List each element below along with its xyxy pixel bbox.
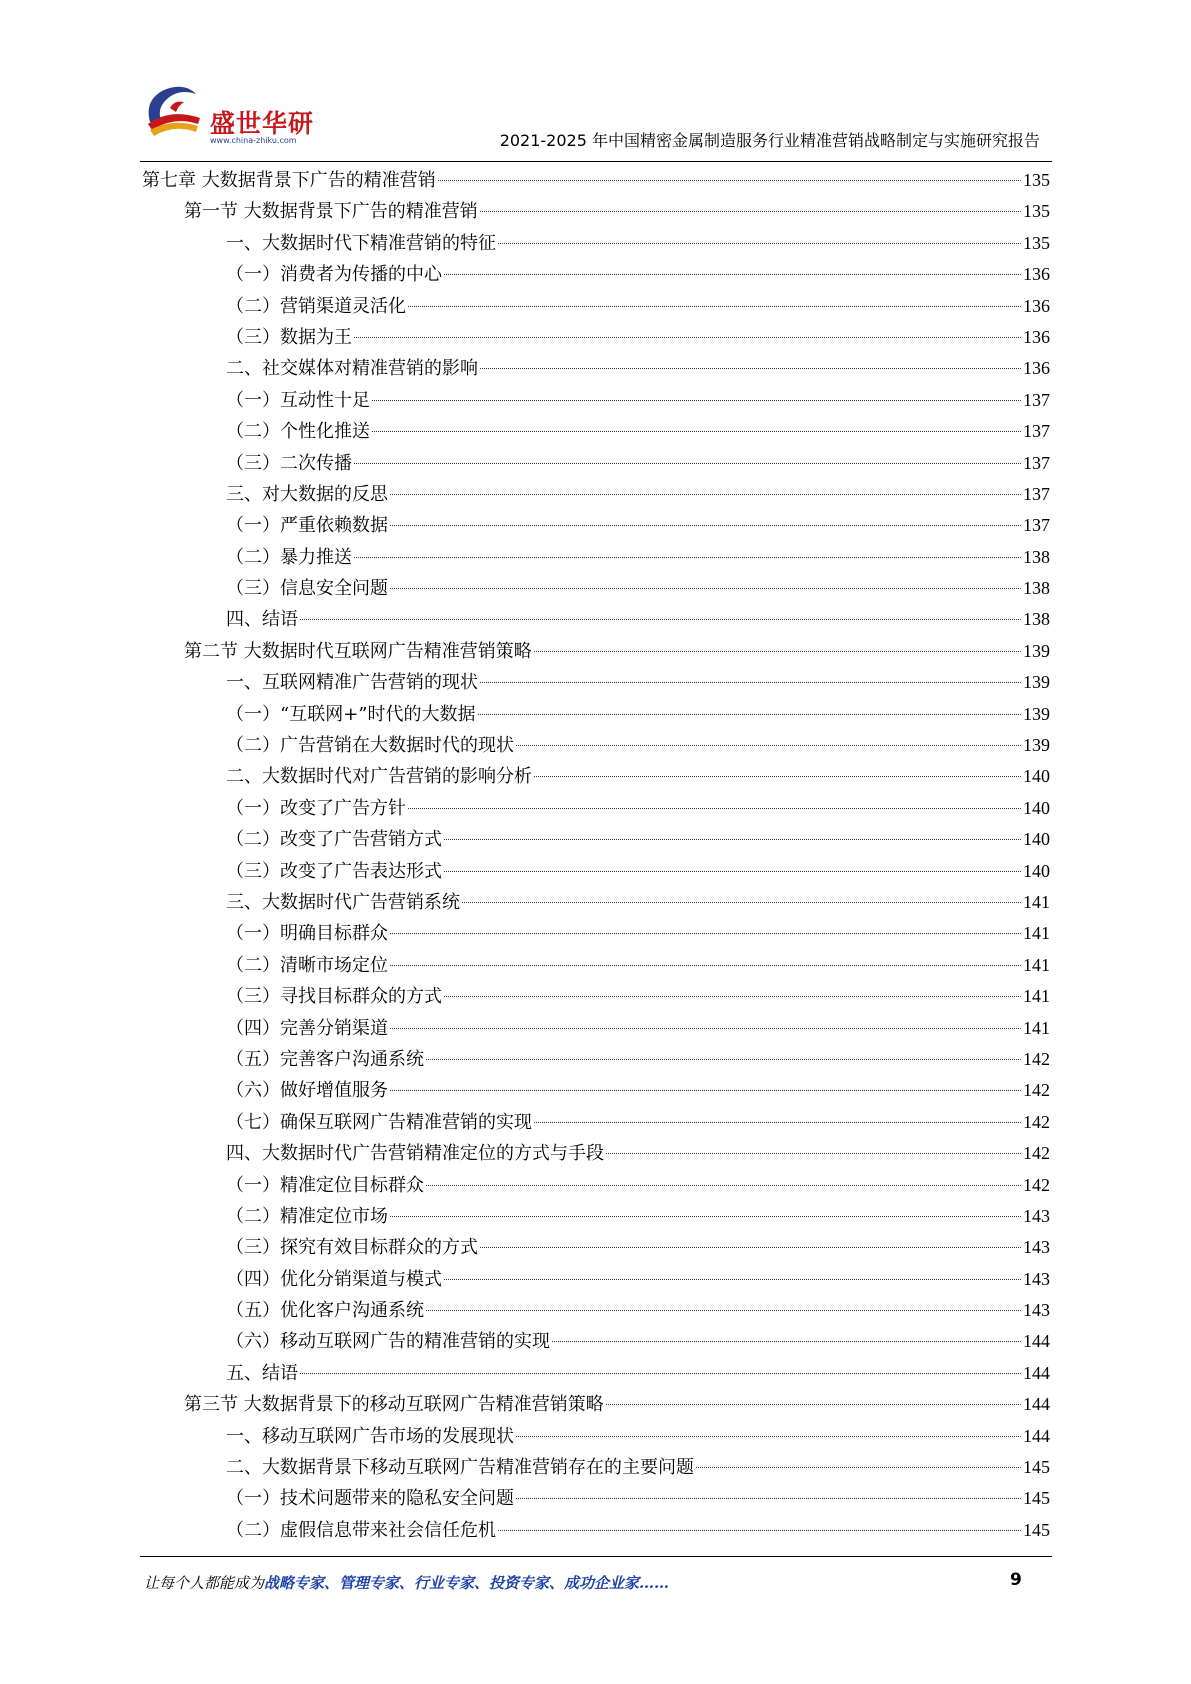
toc-entry-page: 138 xyxy=(1023,546,1050,567)
toc-entry-page: 137 xyxy=(1023,421,1050,442)
toc-entry-page: 140 xyxy=(1023,797,1050,818)
toc-leader-dots xyxy=(390,525,1021,526)
toc-leader-dots xyxy=(552,1341,1021,1342)
toc-leader-dots xyxy=(372,431,1021,432)
toc-entry[interactable] xyxy=(142,196,1050,227)
toc-entry-title: 第三节 大数据背景下的移动互联网广告精准营销策略 xyxy=(184,1394,604,1416)
toc-leader-dots xyxy=(408,306,1021,307)
toc-leader-dots xyxy=(480,682,1021,683)
toc-entry-title: 一、互联网精准广告营销的现状 xyxy=(226,672,478,694)
toc-entry-page: 137 xyxy=(1023,483,1050,504)
toc-entry[interactable] xyxy=(142,950,1050,981)
toc-entry-title: （一）严重依赖数据 xyxy=(226,515,388,537)
toc-entry-page: 139 xyxy=(1023,640,1050,661)
toc-entry-page: 135 xyxy=(1023,201,1050,222)
toc-entry[interactable] xyxy=(142,1264,1050,1295)
toc-entry-page: 143 xyxy=(1023,1205,1050,1226)
toc-entry-title: （一）明确目标群众 xyxy=(226,923,388,945)
toc-entry-page: 140 xyxy=(1023,860,1050,881)
toc-leader-dots xyxy=(390,1028,1021,1029)
toc-entry-title: （一）“互联网+”时代的大数据 xyxy=(226,703,476,725)
toc-entry-title: 第一节 大数据背景下广告的精准营销 xyxy=(184,201,478,223)
toc-entry-page: 139 xyxy=(1023,703,1050,724)
toc-leader-dots xyxy=(426,1185,1021,1186)
toc-entry[interactable] xyxy=(142,1326,1050,1357)
toc-entry-page: 144 xyxy=(1023,1394,1050,1415)
toc-entry-title: （三）二次传播 xyxy=(226,452,352,474)
toc-leader-dots xyxy=(516,1498,1021,1499)
toc-entry[interactable] xyxy=(142,1044,1050,1075)
toc-entry-page: 145 xyxy=(1023,1488,1050,1509)
toc-entry-title: 二、大数据背景下移动互联网广告精准营销存在的主要问题 xyxy=(226,1457,694,1479)
toc-entry[interactable] xyxy=(142,1013,1050,1044)
toc-entry[interactable] xyxy=(142,1421,1050,1452)
toc-entry-page: 136 xyxy=(1023,358,1050,379)
toc-entry[interactable] xyxy=(142,259,1050,290)
toc-entry-page: 141 xyxy=(1023,891,1050,912)
slogan-prefix: 让每个人都能成为 xyxy=(144,1574,265,1592)
toc-entry-title: （二）改变了广告营销方式 xyxy=(226,829,442,851)
toc-entry-title: 三、大数据时代广告营销系统 xyxy=(226,891,460,913)
toc-entry-page: 139 xyxy=(1023,735,1050,756)
toc-leader-dots xyxy=(408,808,1021,809)
toc-leader-dots xyxy=(354,337,1021,338)
toc-entry[interactable] xyxy=(142,1232,1050,1263)
toc-leader-dots xyxy=(354,463,1021,464)
toc-leader-dots xyxy=(516,745,1021,746)
table-of-contents xyxy=(142,165,1050,1546)
toc-entry-title: （四）优化分销渠道与模式 xyxy=(226,1268,442,1290)
toc-leader-dots xyxy=(478,714,1022,715)
toc-entry-title: （三）探究有效目标群众的方式 xyxy=(226,1237,478,1259)
toc-entry[interactable] xyxy=(142,353,1050,384)
toc-leader-dots xyxy=(354,557,1021,558)
toc-leader-dots xyxy=(606,1153,1021,1154)
toc-leader-dots xyxy=(444,274,1021,275)
slogan-suffix: …… xyxy=(639,1574,670,1592)
toc-entry[interactable] xyxy=(142,1295,1050,1326)
toc-entry-title: 第二节 大数据时代互联网广告精准营销策略 xyxy=(184,640,532,662)
toc-entry-title: （三）改变了广告表达形式 xyxy=(226,860,442,882)
toc-leader-dots xyxy=(606,1404,1021,1405)
page-number: 9 xyxy=(1010,1570,1022,1590)
company-logo xyxy=(140,78,340,150)
toc-entry[interactable] xyxy=(142,573,1050,604)
toc-entry[interactable] xyxy=(142,856,1050,887)
toc-entry-title: 一、移动互联网广告市场的发展现状 xyxy=(226,1425,514,1447)
toc-entry-page: 138 xyxy=(1023,609,1050,630)
report-title: 2021-2025 年中国精密金属制造服务行业精准营销战略制定与实施研究报告 xyxy=(499,131,1040,150)
toc-leader-dots xyxy=(534,776,1021,777)
toc-entry-page: 136 xyxy=(1023,295,1050,316)
toc-entry-title: （二）广告营销在大数据时代的现状 xyxy=(226,735,514,757)
toc-entry[interactable] xyxy=(142,887,1050,918)
toc-entry[interactable] xyxy=(142,1452,1050,1483)
page-header xyxy=(140,78,1052,166)
toc-leader-dots xyxy=(390,1090,1021,1091)
toc-entry-page: 142 xyxy=(1023,1080,1050,1101)
toc-entry[interactable] xyxy=(142,699,1050,730)
toc-entry-title: （七）确保互联网广告精准营销的实现 xyxy=(226,1111,532,1133)
toc-entry[interactable] xyxy=(142,1170,1050,1201)
toc-entry-title: （六）做好增值服务 xyxy=(226,1080,388,1102)
toc-entry-page: 143 xyxy=(1023,1268,1050,1289)
toc-entry-title: （三）寻找目标群众的方式 xyxy=(226,986,442,1008)
toc-entry-title: 四、结语 xyxy=(226,609,298,631)
toc-entry-page: 143 xyxy=(1023,1237,1050,1258)
toc-entry-page: 145 xyxy=(1023,1457,1050,1478)
toc-entry-title: （二）营销渠道灵活化 xyxy=(226,295,406,317)
toc-entry[interactable] xyxy=(142,1515,1050,1546)
toc-leader-dots xyxy=(444,871,1021,872)
toc-leader-dots xyxy=(498,243,1021,244)
toc-entry[interactable] xyxy=(142,291,1050,322)
toc-entry-title: （一）技术问题带来的隐私安全问题 xyxy=(226,1488,514,1510)
toc-entry[interactable] xyxy=(142,448,1050,479)
toc-entry-page: 140 xyxy=(1023,766,1050,787)
toc-entry[interactable] xyxy=(142,322,1050,353)
toc-entry[interactable] xyxy=(142,542,1050,573)
toc-leader-dots xyxy=(516,1436,1021,1437)
toc-leader-dots xyxy=(300,619,1021,620)
toc-entry[interactable] xyxy=(142,1138,1050,1169)
toc-leader-dots xyxy=(444,1279,1021,1280)
toc-entry-title: 二、大数据时代对广告营销的影响分析 xyxy=(226,766,532,788)
toc-entry-title: （三）信息安全问题 xyxy=(226,578,388,600)
toc-entry-page: 142 xyxy=(1023,1174,1050,1195)
toc-entry-page: 144 xyxy=(1023,1331,1050,1352)
toc-entry-title: （五）优化客户沟通系统 xyxy=(226,1300,424,1322)
toc-entry[interactable] xyxy=(142,385,1050,416)
toc-entry[interactable] xyxy=(142,1483,1050,1514)
toc-entry-page: 141 xyxy=(1023,923,1050,944)
toc-entry-page: 144 xyxy=(1023,1362,1050,1383)
toc-entry[interactable] xyxy=(142,510,1050,541)
toc-leader-dots xyxy=(426,1310,1021,1311)
toc-entry-title: （二）个性化推送 xyxy=(226,421,370,443)
toc-entry-page: 135 xyxy=(1023,232,1050,253)
toc-leader-dots xyxy=(390,1216,1021,1217)
toc-entry-page: 136 xyxy=(1023,264,1050,285)
toc-entry-title: （六）移动互联网广告的精准营销的实现 xyxy=(226,1331,550,1353)
toc-entry[interactable] xyxy=(142,416,1050,447)
toc-entry-page: 141 xyxy=(1023,986,1050,1007)
toc-entry-page: 136 xyxy=(1023,326,1050,347)
toc-entry-page: 138 xyxy=(1023,578,1050,599)
toc-leader-dots xyxy=(390,933,1021,934)
slogan-highlight: 战略专家、管理专家、行业专家、投资专家、成功企业家 xyxy=(264,1574,640,1592)
toc-entry-title: （二）虚假信息带来社会信任危机 xyxy=(226,1519,496,1541)
toc-leader-dots xyxy=(390,588,1021,589)
logo-name: 盛世华研 xyxy=(210,109,315,138)
toc-leader-dots xyxy=(426,1059,1021,1060)
toc-leader-dots xyxy=(696,1467,1021,1468)
toc-entry-title: 一、大数据时代下精准营销的特征 xyxy=(226,232,496,254)
toc-entry-page: 139 xyxy=(1023,672,1050,693)
footer-divider xyxy=(140,1556,1052,1557)
toc-entry-title: （三）数据为王 xyxy=(226,326,352,348)
toc-entry-title: （五）完善客户沟通系统 xyxy=(226,1048,424,1070)
toc-leader-dots xyxy=(534,651,1021,652)
toc-entry-page: 135 xyxy=(1023,170,1050,190)
toc-entry-title: （一）精准定位目标群众 xyxy=(226,1174,424,1196)
toc-entry-title: （一）改变了广告方针 xyxy=(226,797,406,819)
toc-entry-title: （二）暴力推送 xyxy=(226,546,352,568)
toc-entry-page: 140 xyxy=(1023,829,1050,850)
toc-entry[interactable] xyxy=(142,228,1050,259)
toc-leader-dots xyxy=(444,996,1021,997)
toc-entry-page: 141 xyxy=(1023,954,1050,975)
toc-entry[interactable] xyxy=(142,981,1050,1012)
toc-entry[interactable] xyxy=(142,667,1050,698)
toc-leader-dots xyxy=(444,839,1021,840)
toc-entry[interactable] xyxy=(142,1358,1050,1389)
toc-entry-title: （二）清晰市场定位 xyxy=(226,954,388,976)
toc-entry-page: 137 xyxy=(1023,515,1050,536)
toc-entry-title: （一）互动性十足 xyxy=(226,389,370,411)
toc-entry-page: 137 xyxy=(1023,452,1050,473)
toc-entry-page: 137 xyxy=(1023,389,1050,410)
toc-entry[interactable] xyxy=(142,793,1050,824)
toc-entry[interactable] xyxy=(142,604,1050,635)
logo-emblem-icon xyxy=(140,78,210,142)
toc-entry-title: 四、大数据时代广告营销精准定位的方式与手段 xyxy=(226,1143,604,1165)
logo-url: www.china-zhiku.com xyxy=(210,136,297,145)
toc-entry[interactable] xyxy=(142,479,1050,510)
toc-entry-page: 145 xyxy=(1023,1519,1050,1540)
toc-entry[interactable] xyxy=(142,1389,1050,1420)
toc-entry[interactable] xyxy=(142,730,1050,761)
toc-entry-title: 第七章 大数据背景下广告的精准营销 xyxy=(142,170,436,191)
toc-leader-dots xyxy=(438,180,1021,181)
toc-entry[interactable] xyxy=(142,918,1050,949)
toc-leader-dots xyxy=(372,400,1021,401)
toc-entry[interactable] xyxy=(142,824,1050,855)
toc-entry[interactable] xyxy=(142,1201,1050,1232)
toc-entry-page: 142 xyxy=(1023,1111,1050,1132)
toc-leader-dots xyxy=(390,965,1021,966)
toc-leader-dots xyxy=(480,211,1021,212)
toc-entry[interactable] xyxy=(142,761,1050,792)
toc-entry[interactable] xyxy=(142,1075,1050,1106)
toc-entry[interactable] xyxy=(142,165,1050,196)
toc-entry-title: 五、结语 xyxy=(226,1362,298,1384)
toc-entry-page: 143 xyxy=(1023,1300,1050,1321)
toc-leader-dots xyxy=(390,494,1021,495)
header-divider xyxy=(140,161,1052,162)
toc-entry-page: 144 xyxy=(1023,1425,1050,1446)
toc-entry-title: （一）消费者为传播的中心 xyxy=(226,264,442,286)
toc-leader-dots xyxy=(498,1530,1021,1531)
toc-entry-page: 142 xyxy=(1023,1143,1050,1164)
toc-entry-title: （四）完善分销渠道 xyxy=(226,1017,388,1039)
toc-entry-title: （二）精准定位市场 xyxy=(226,1205,388,1227)
toc-entry[interactable] xyxy=(142,636,1050,667)
toc-leader-dots xyxy=(480,368,1021,369)
toc-leader-dots xyxy=(300,1373,1021,1374)
toc-entry-title: 三、对大数据的反思 xyxy=(226,483,388,505)
toc-leader-dots xyxy=(462,902,1021,903)
footer-slogan xyxy=(144,1572,669,1593)
toc-entry-page: 141 xyxy=(1023,1017,1050,1038)
toc-entry-title: 二、社交媒体对精准营销的影响 xyxy=(226,358,478,380)
toc-leader-dots xyxy=(480,1247,1021,1248)
toc-entry[interactable] xyxy=(142,1107,1050,1138)
toc-entry-page: 142 xyxy=(1023,1048,1050,1069)
toc-leader-dots xyxy=(534,1122,1021,1123)
